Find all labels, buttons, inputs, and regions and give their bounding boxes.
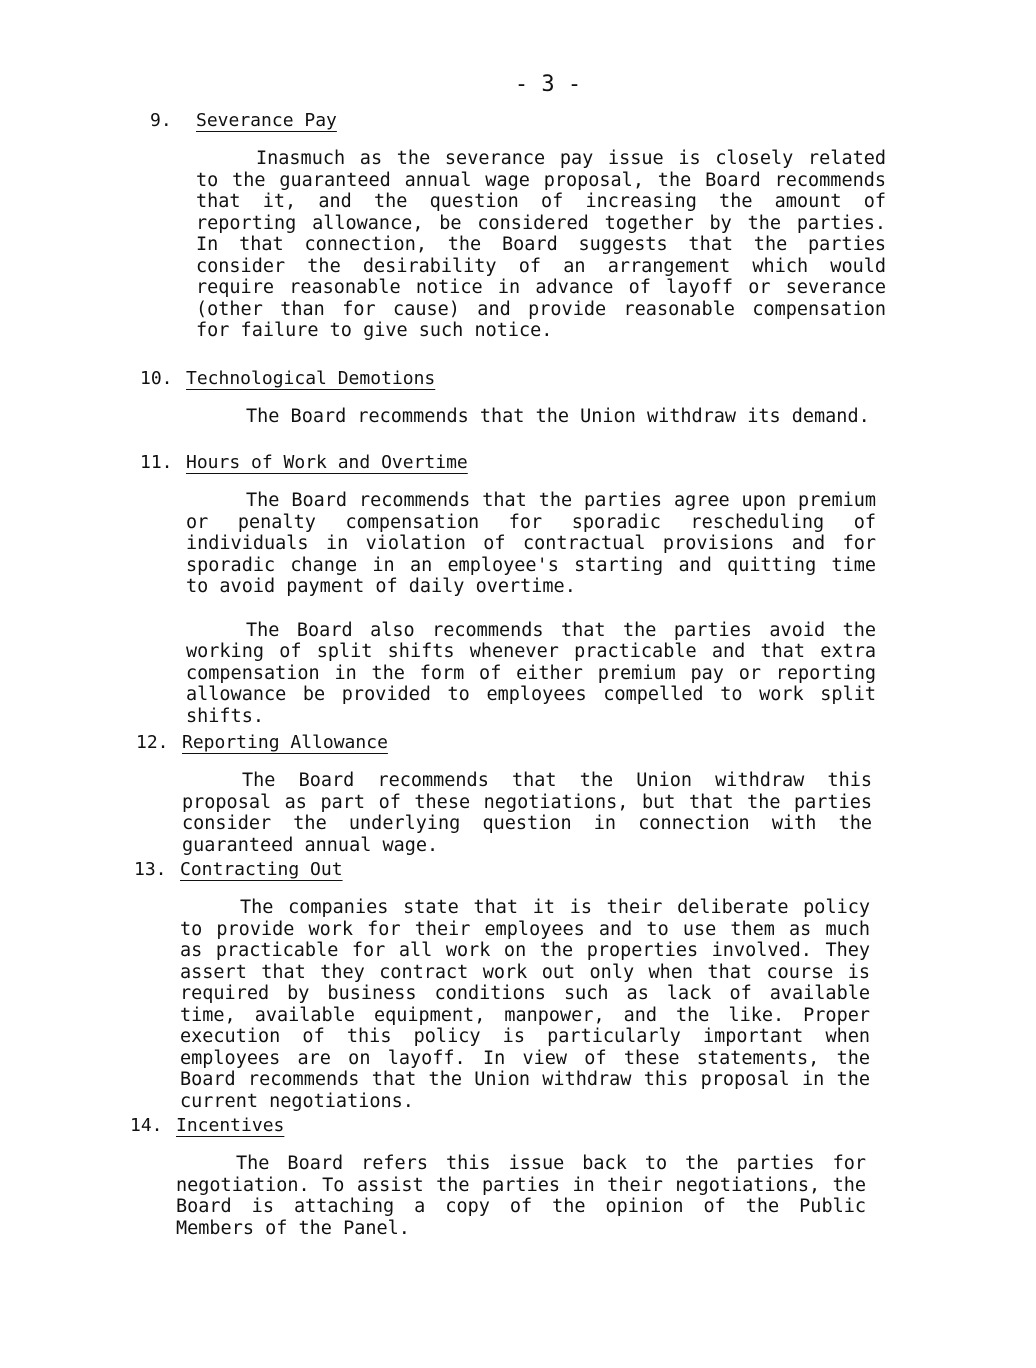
section-incentives [130,1113,866,1239]
section-technological-demotions [140,366,876,428]
section-heading [140,450,876,476]
section-paragraph: The Board recommends that the parties agree upon premium or penalty compensation for sporadic rescheduling of individuals in violation of contractual provisions and for sporadic change in an employee's starting and quitting time to avoid payment of daily overtime. [186,490,876,597]
section-heading [134,857,870,883]
section-number: 13. [134,859,167,880]
section-number: 9. [150,110,172,131]
section-title: Incentives [176,1115,285,1136]
page-number: - 3 - [514,72,582,97]
section-number: 10. [140,368,173,389]
section-severance-pay [150,108,886,342]
section-heading [150,108,886,134]
section-paragraph: Inasmuch as the severance pay issue is closely related to the guaranteed annual wage proposal, the Board recommends that it, and the question of increasing the amount of reporting allowance, be considered together by the parties. In that connection, the Board suggests that the parties consider the desirability of an arrangement which would require reasonable notice in advance of layoff or severance (other than for cause) and provide reasonable compensation for failure to give such notice. [196,148,886,341]
section-title: Hours of Work and Overtime [186,452,468,473]
section-hours-of-work [140,450,876,727]
section-heading [140,366,876,392]
section-title: Severance Pay [196,110,337,131]
section-paragraph: The companies state that it is their deliberate policy to provide work for their employees and to use them as much as practicable for all work on the properties involved. They assert that they contract work out only when that course is required by business conditions such as lack of available time, available equipment, manpower, and the like. Proper execution of this policy is particularly important when employees are on layoff. In view of these statements, the Board recommends that the Union withdraw this proposal in the current negotiations. [180,897,870,1112]
section-reporting-allowance [136,730,872,856]
section-heading [130,1113,866,1139]
section-paragraph: The Board recommends that the Union withdraw this proposal as part of these negotiations, but that the parties consider the underlying question in connection with the guaranteed annual wage. [182,770,872,856]
section-number: 11. [140,452,173,473]
section-contracting-out [134,857,870,1112]
section-number: 14. [130,1115,163,1136]
section-title: Technological Demotions [186,368,436,389]
section-number: 12. [136,732,169,753]
section-title: Reporting Allowance [182,732,388,753]
section-paragraph: The Board recommends that the Union withdraw its demand. [246,406,870,427]
section-paragraph: The Board refers this issue back to the parties for negotiation. To assist the parties in their negotiations, the Board is attaching a copy of the opinion of the Public Members of the Panel. [176,1153,866,1239]
section-heading [136,730,872,756]
section-paragraph: The Board also recommends that the parties avoid the working of split shifts whenever practicable and that extra compensation in the form of either premium pay or reporting allowance be provided to employees compelled to work split shifts. [186,619,876,727]
section-title: Contracting Out [180,859,343,880]
